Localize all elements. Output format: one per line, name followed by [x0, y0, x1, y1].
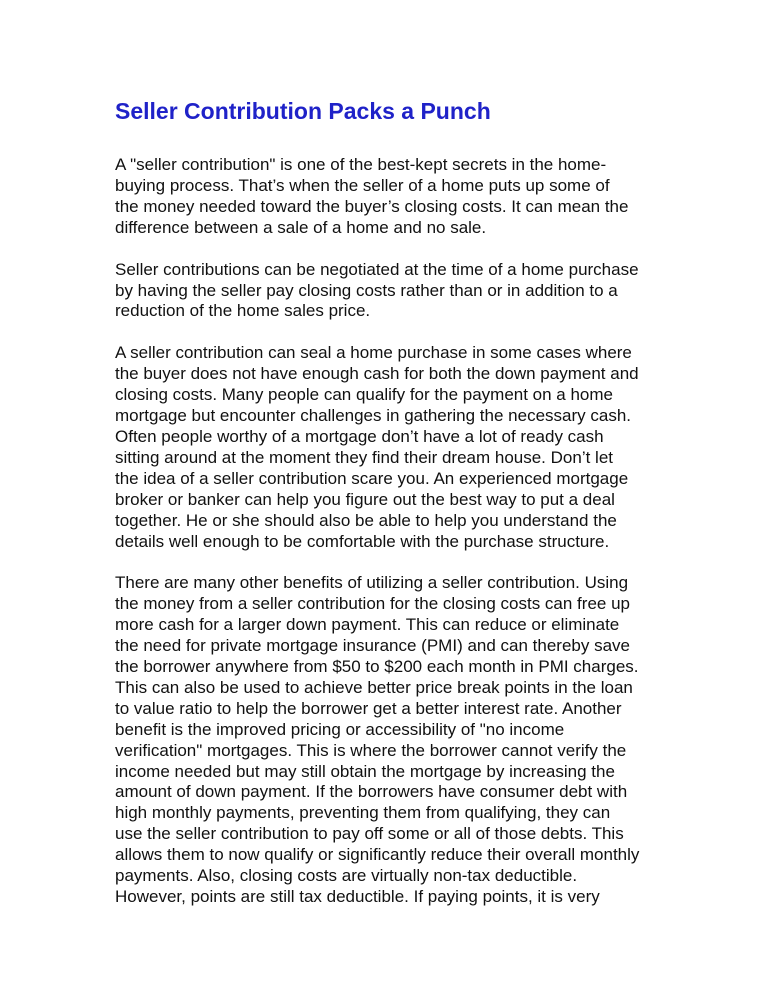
text-line: use the seller contribution to pay off some or all of those debts. This	[115, 824, 624, 844]
paragraph-negotiation	[115, 260, 660, 323]
text-line: There are many other benefits of utilizing a seller contribution. Using	[115, 573, 629, 593]
text-line: Seller contributions can be negotiated at the time of a home purchase	[115, 259, 639, 279]
text-line: verification" mortgages. This is where the borrower cannot verify the	[115, 740, 627, 760]
text-line: the money needed toward the buyer’s closing costs. It can mean the	[115, 196, 629, 216]
paragraph-other-benefits	[115, 573, 660, 908]
text-line: allows them to now qualify or significantly reduce their overall monthly	[115, 845, 640, 865]
text-line: income needed but may still obtain the mortgage by increasing the	[115, 761, 615, 781]
text-line: amount of down payment. If the borrowers have consumer debt with	[115, 782, 628, 802]
text-line: by having the seller pay closing costs rather than or in addition to a	[115, 280, 618, 300]
paragraph-intro	[115, 155, 660, 239]
text-line: the need for private mortgage insurance (PMI) and can thereby save	[115, 636, 631, 656]
text-line: reduction of the home sales price.	[115, 301, 371, 321]
text-line: difference between a sale of a home and no sale.	[115, 217, 487, 237]
text-line: A seller contribution can seal a home purchase in some cases where	[115, 343, 632, 363]
text-line: buying process. That’s when the seller of a home puts up some of	[115, 175, 610, 195]
text-line: together. He or she should also be able to help you understand the	[115, 510, 617, 530]
text-line: However, points are still tax deductible. If paying points, it is very	[115, 887, 600, 906]
text-line: A "seller contribution" is one of the best-kept secrets in the home-	[115, 155, 607, 174]
text-line: more cash for a larger down payment. This can reduce or eliminate	[115, 615, 620, 635]
text-line: closing costs. Many people can qualify for the payment on a home	[115, 385, 614, 405]
text-line: to value ratio to help the borrower get a better interest rate. Another	[115, 698, 622, 718]
text-line: high monthly payments, preventing them from qualifying, they can	[115, 803, 611, 823]
text-line: the borrower anywhere from $50 to $200 each month in PMI charges.	[115, 657, 639, 677]
text-line: Often people worthy of a mortgage don’t have a lot of ready cash	[115, 426, 604, 446]
document-body	[115, 155, 660, 929]
paragraph-seal-purchase	[115, 343, 660, 552]
text-line: payments. Also, closing costs are virtually non-tax deductible.	[115, 866, 578, 886]
text-line: the money from a seller contribution for the closing costs can free up	[115, 594, 630, 614]
document-title: Seller Contribution Packs a Punch	[115, 98, 491, 124]
text-line: broker or banker can help you figure out the best way to put a deal	[115, 489, 615, 509]
text-line: sitting around at the moment they find their dream house. Don’t let	[115, 447, 613, 467]
text-line: details well enough to be comfortable with the purchase structure.	[115, 531, 610, 551]
text-line: benefit is the improved pricing or accessibility of "no income	[115, 719, 565, 739]
text-line: the idea of a seller contribution scare you. An experienced mortgage	[115, 468, 629, 488]
text-line: the buyer does not have enough cash for both the down payment and	[115, 364, 639, 384]
text-line: mortgage but encounter challenges in gathering the necessary cash.	[115, 406, 631, 426]
text-line: This can also be used to achieve better price break points in the loan	[115, 677, 633, 697]
